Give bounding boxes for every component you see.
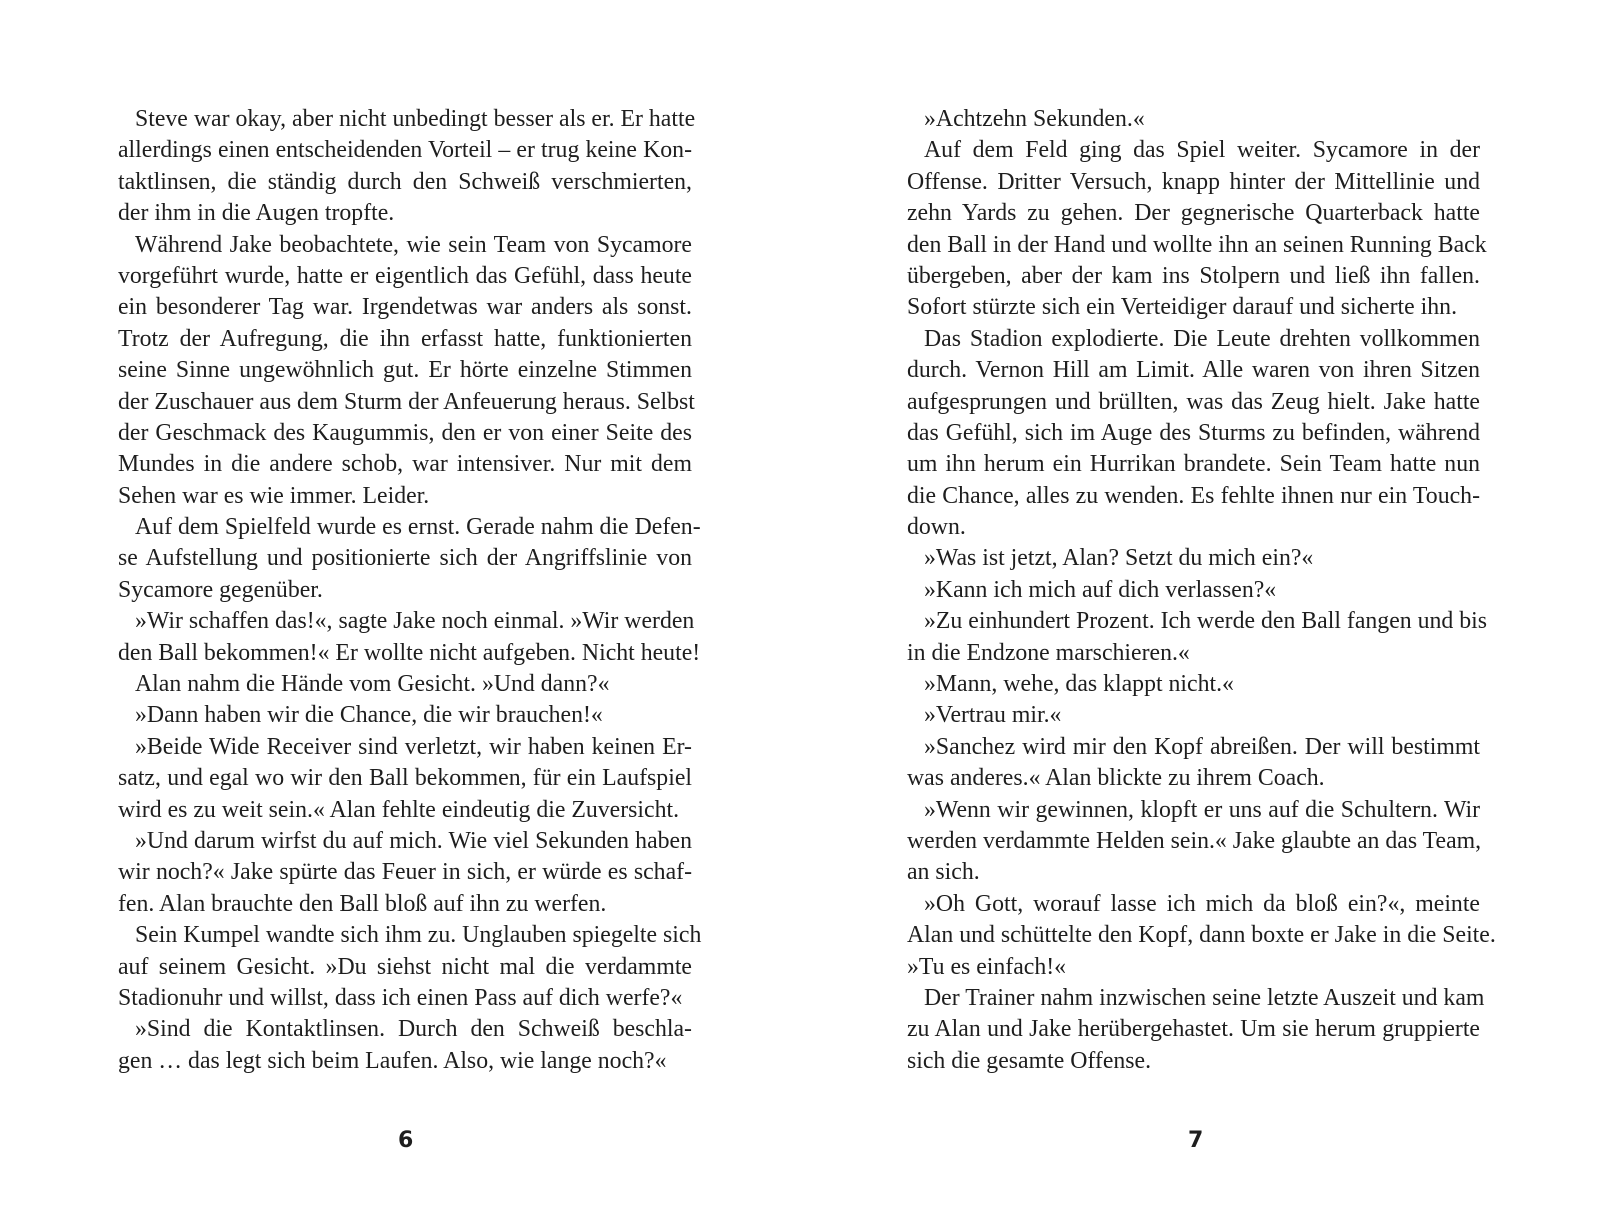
text-line: durch. Vernon Hill am Limit. Alle waren von ihren Sitzen <box>907 357 1480 384</box>
text-line: »Sanchez wird mir den Kopf abreißen. Der will bestimmt <box>924 733 1480 760</box>
text-line: zehn Yards zu gehen. Der gegnerische Quarterback hatte <box>907 200 1480 227</box>
text-line: der Zuschauer aus dem Sturm der Anfeuerung heraus. Selbst <box>118 388 695 415</box>
text-line: in die Endzone marschieren.« <box>907 639 1190 666</box>
text-line: »Und darum wirfst du auf mich. Wie viel Sekunden haben <box>135 827 692 854</box>
text-line: »Achtzehn Sekunden.« <box>924 106 1145 132</box>
text-line: auf seinem Gesicht. »Du siehst nicht mal die verdammte <box>118 953 692 980</box>
text-line: vorgeführt wurde, hatte er eigentlich das Gefühl, dass heute <box>118 262 692 289</box>
text-line: Der Trainer nahm inzwischen seine letzte Auszeit und kam <box>924 984 1485 1011</box>
text-line: aufgesprungen und brüllten, was das Zeug hielt. Jake hatte <box>907 388 1480 415</box>
text-line: Alan nahm die Hände vom Gesicht. »Und dann?« <box>135 671 610 698</box>
text-line: Sycamore gegenüber. <box>118 576 323 603</box>
right-page-text <box>907 104 1496 1077</box>
text-line: »Vertrau mir.« <box>924 702 1062 729</box>
page-number-right: 7 <box>1188 1128 1204 1153</box>
text-line: sich die gesamte Offense. <box>907 1047 1152 1074</box>
text-line: allerdings einen entscheidenden Vorteil – er trug keine Kon- <box>118 137 692 164</box>
text-line: »Wenn wir gewinnen, klopft er uns auf die Schultern. Wir <box>924 796 1480 823</box>
text-line: das Gefühl, sich im Auge des Sturms zu befinden, während <box>907 419 1480 446</box>
text-line: Auf dem Spielfeld wurde es ernst. Gerade nahm die Defen- <box>135 514 701 541</box>
text-line: satz, und egal wo wir den Ball bekommen, für ein Laufspiel <box>118 765 692 792</box>
text-line: »Kann ich mich auf dich verlassen?« <box>924 576 1277 603</box>
text-line: »Oh Gott, worauf lasse ich mich da bloß ein?«, meinte <box>924 890 1480 917</box>
text-line: Alan und schüttelte den Kopf, dann boxte er Jake in die Seite. <box>907 922 1496 949</box>
text-line: Offense. Dritter Versuch, knapp hinter der Mittellinie und <box>907 168 1480 195</box>
text-line: den Ball in der Hand und wollte ihn an seinen Running Back <box>907 231 1487 258</box>
text-line: die Chance, alles zu wenden. Es fehlte ihnen nur ein Touch- <box>907 482 1480 509</box>
text-line: übergeben, aber der kam ins Stolpern und ließ ihn fallen. <box>907 262 1480 289</box>
text-line: wir noch?« Jake spürte das Feuer in sich, er würde es schaf- <box>118 859 692 886</box>
text-line: der ihm in die Augen tropfte. <box>118 200 395 227</box>
text-line: den Ball bekommen!« Er wollte nicht aufgeben. Nicht heute! <box>118 639 701 666</box>
text-line: Stadionuhr und willst, dass ich einen Pass auf dich werfe?« <box>118 984 683 1011</box>
text-line: was anderes.« Alan blickte zu ihrem Coach. <box>907 765 1325 792</box>
text-line: Sehen war es wie immer. Leider. <box>118 482 430 509</box>
text-line: »Beide Wide Receiver sind verletzt, wir haben keinen Er- <box>135 733 692 760</box>
text-line: »Mann, wehe, das klappt nicht.« <box>924 671 1234 698</box>
text-line: »Zu einhundert Prozent. Ich werde den Ball fangen und bis <box>924 608 1488 635</box>
page-number-left: 6 <box>398 1128 414 1153</box>
text-line: se Aufstellung und positionierte sich der Angriffslinie von <box>118 545 692 572</box>
text-line: Auf dem Feld ging das Spiel weiter. Sycamore in der <box>924 137 1480 164</box>
text-line: Während Jake beobachtete, wie sein Team von Sycamore <box>135 231 692 258</box>
left-page-text <box>118 104 702 1077</box>
text-line: Steve war okay, aber nicht unbedingt besser als er. Er hatte <box>135 106 696 132</box>
text-line: gen … das legt sich beim Laufen. Also, wie lange noch?« <box>118 1047 667 1074</box>
text-line: Das Stadion explodierte. Die Leute drehten vollkommen <box>924 325 1480 352</box>
text-line: seine Sinne ungewöhnlich gut. Er hörte einzelne Stimmen <box>118 357 692 384</box>
text-line: taktlinsen, die ständig durch den Schweiß verschmierten, <box>118 168 692 195</box>
text-line: Mundes in die andere schob, war intensiver. Nur mit dem <box>118 451 692 478</box>
text-line: ein besonderer Tag war. Irgendetwas war anders als sonst. <box>118 294 692 321</box>
text-line: Trotz der Aufregung, die ihn erfasst hatte, funktionierten <box>118 325 692 352</box>
text-line: »Tu es einfach!« <box>907 953 1067 980</box>
text-line: down. <box>907 514 966 541</box>
text-line: an sich. <box>907 859 980 886</box>
text-line: »Sind die Kontaktlinsen. Durch den Schweiß beschla- <box>135 1016 692 1043</box>
text-line: um ihn herum ein Hurrikan brandete. Sein Team hatte nun <box>907 451 1480 478</box>
text-line: werden verdammte Helden sein.« Jake glaubte an das Team, <box>907 827 1482 854</box>
text-line: zu Alan und Jake herübergehastet. Um sie herum gruppierte <box>907 1016 1480 1043</box>
text-line: »Wir schaffen das!«, sagte Jake noch einmal. »Wir werden <box>135 608 695 635</box>
text-line: fen. Alan brauchte den Ball bloß auf ihn zu werfen. <box>118 890 607 917</box>
text-line: Sofort stürzte sich ein Verteidiger darauf und sicherte ihn. <box>907 294 1458 321</box>
text-line: Sein Kumpel wandte sich ihm zu. Unglauben spiegelte sich <box>135 922 702 949</box>
text-line: »Dann haben wir die Chance, die wir brauchen!« <box>135 702 603 729</box>
text-line: der Geschmack des Kaugummis, den er von einer Seite des <box>118 419 692 446</box>
text-line: »Was ist jetzt, Alan? Setzt du mich ein?« <box>924 545 1314 572</box>
text-line: wird es zu weit sein.« Alan fehlte eindeutig die Zuversicht. <box>118 796 680 823</box>
